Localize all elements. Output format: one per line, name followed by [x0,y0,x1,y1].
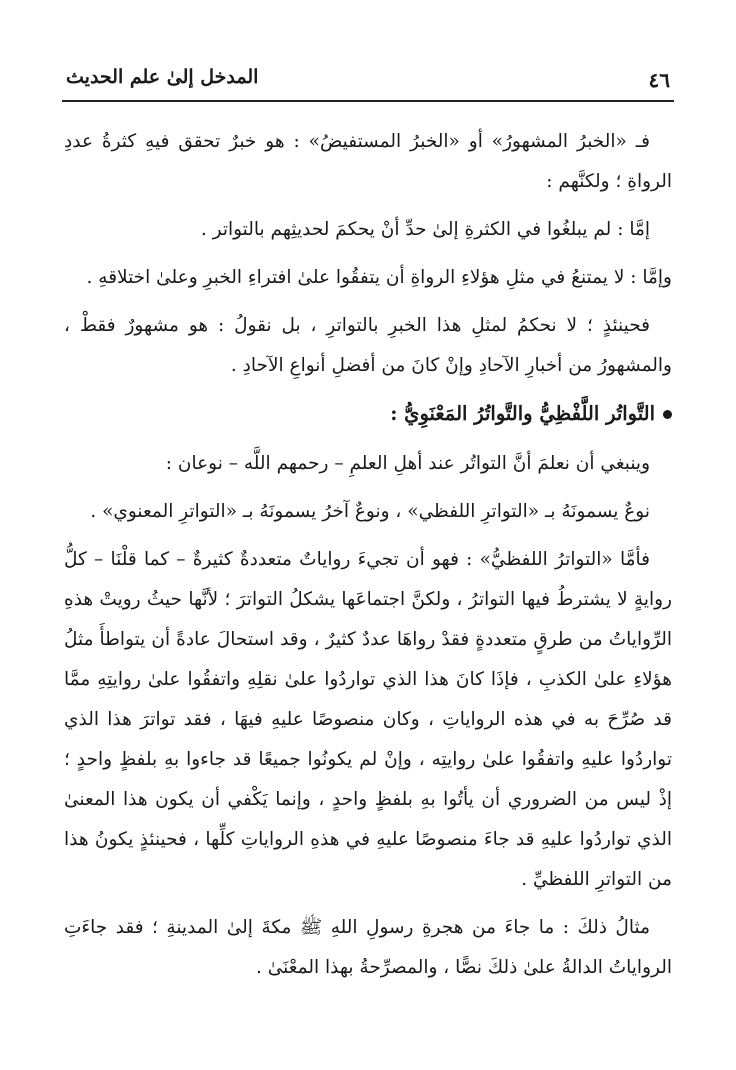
body-text [64,122,672,996]
paragraph-first-case: إمَّا : لم يبلغُوا في الكثرةِ إلىٰ حدِّ أنْ يحكمَ لحديثِهم بالتواتر . [200,219,650,240]
page-number: ٤٦ [648,68,670,92]
running-title: المدخل إلىٰ علم الحديث [66,66,259,88]
page-header [62,62,674,98]
paragraph-example: مثالُ ذلكَ : ما جاءَ من هجرةِ رسولِ اللهِ ﷺ مكةَ إلىٰ المدينةِ ؛ فقد جاءَتِ الرواياتُ الدالةُ علىٰ ذلكَ نصًّا ، والمصرِّحةُ بهذا المعْنَىٰ . [64,917,672,978]
paragraph-types: نوعٌ يسمونَهُ بـ «التواترِ اللفظي» ، ونوعٌ آخرُ يسمونَهُ بـ «التواترِ المعنوي» . [90,501,650,522]
section-heading [64,394,672,434]
paragraph-types-intro: وينبغي أن نعلمَ أنَّ التواتُر عند أهلِ العلمِ – رحمهم اللَّه – نوعان : [165,453,650,474]
bullet-icon [663,410,672,419]
paragraph-conclusion: فحينئذٍ ؛ لا نحكمُ لمثلِ هذا الخبرِ بالتواترِ ، بل نقولُ : هو مشهورٌ فقطْ ، والمشهورُ من أخبارِ الآحادِ وإنْ كانَ من أفضلِ أنواعِ الآحادِ . [64,315,672,376]
paragraph-second-case: وإمَّا : لا يمتنعُ في مثلِ هؤلاءِ الرواةِ أن يتفقُوا علىٰ افتراءِ الخبرِ وعلىٰ اختلاقهِ . [86,267,672,288]
section-heading-text: التَّواتُر اللَّفْظِيُّ والتَّواتُرُ المَعْنَوِيُّ : [390,402,655,425]
paragraph-definition: فـ «الخبرُ المشهورُ» أو «الخبرُ المستفيضُ» : هو خبرٌ تحقق فيهِ كثرةُ عددِ الرواةِ ؛ ولكنَّهم : [64,131,672,192]
header-rule [62,100,674,102]
paragraph-verbal-tawatur: فأمَّا «التواترُ اللفظيُّ» : فهو أن تجيءَ رواياتٌ متعددةٌ كثيرةٌ – كما قلْنَا – كلُّ روايةٍ لا يشترطُ فيها التواترُ ، ولكنَّ اجتماعَها يشكلُ التواترَ ؛ لأنَّها حيثُ رويتْ هذهِ الرِّواياتُ من طرقٍ متعددةٍ فقدْ رواهَا عددٌ كثيرٌ ، وقد استحالَ عادةً أن يتواطأَ مثلُ هؤلاءِ علىٰ الكذبِ ، فإذَا كانَ هذا الذي تواردُوا علىٰ نقلِهِ واتفقُوا علىٰ روايتِهِ ممَّا قد صُرِّحَ به في هذه الرواياتِ ، وكان منصوصًا عليهِ فيهَا ، فقد تواترَ هذا الذي تواردُوا عليهِ واتفقُوا علىٰ روايتِه ، وإنْ لم يكونُوا جميعًا قد جاءوا بهِ بلفظٍ واحدٍ ؛ إذْ ليس من الضروري أن يأتُوا بهِ بلفظٍ واحدٍ ، وإنما يَكْفي أن يكون هذا المعنىٰ الذي تواردُوا عليهِ قد جاءَ منصوصًا عليهِ في هذهِ الرواياتِ كلِّها ، فحينئذٍ يكونُ هذا من التواترِ اللفظيِّ . [64,549,672,890]
